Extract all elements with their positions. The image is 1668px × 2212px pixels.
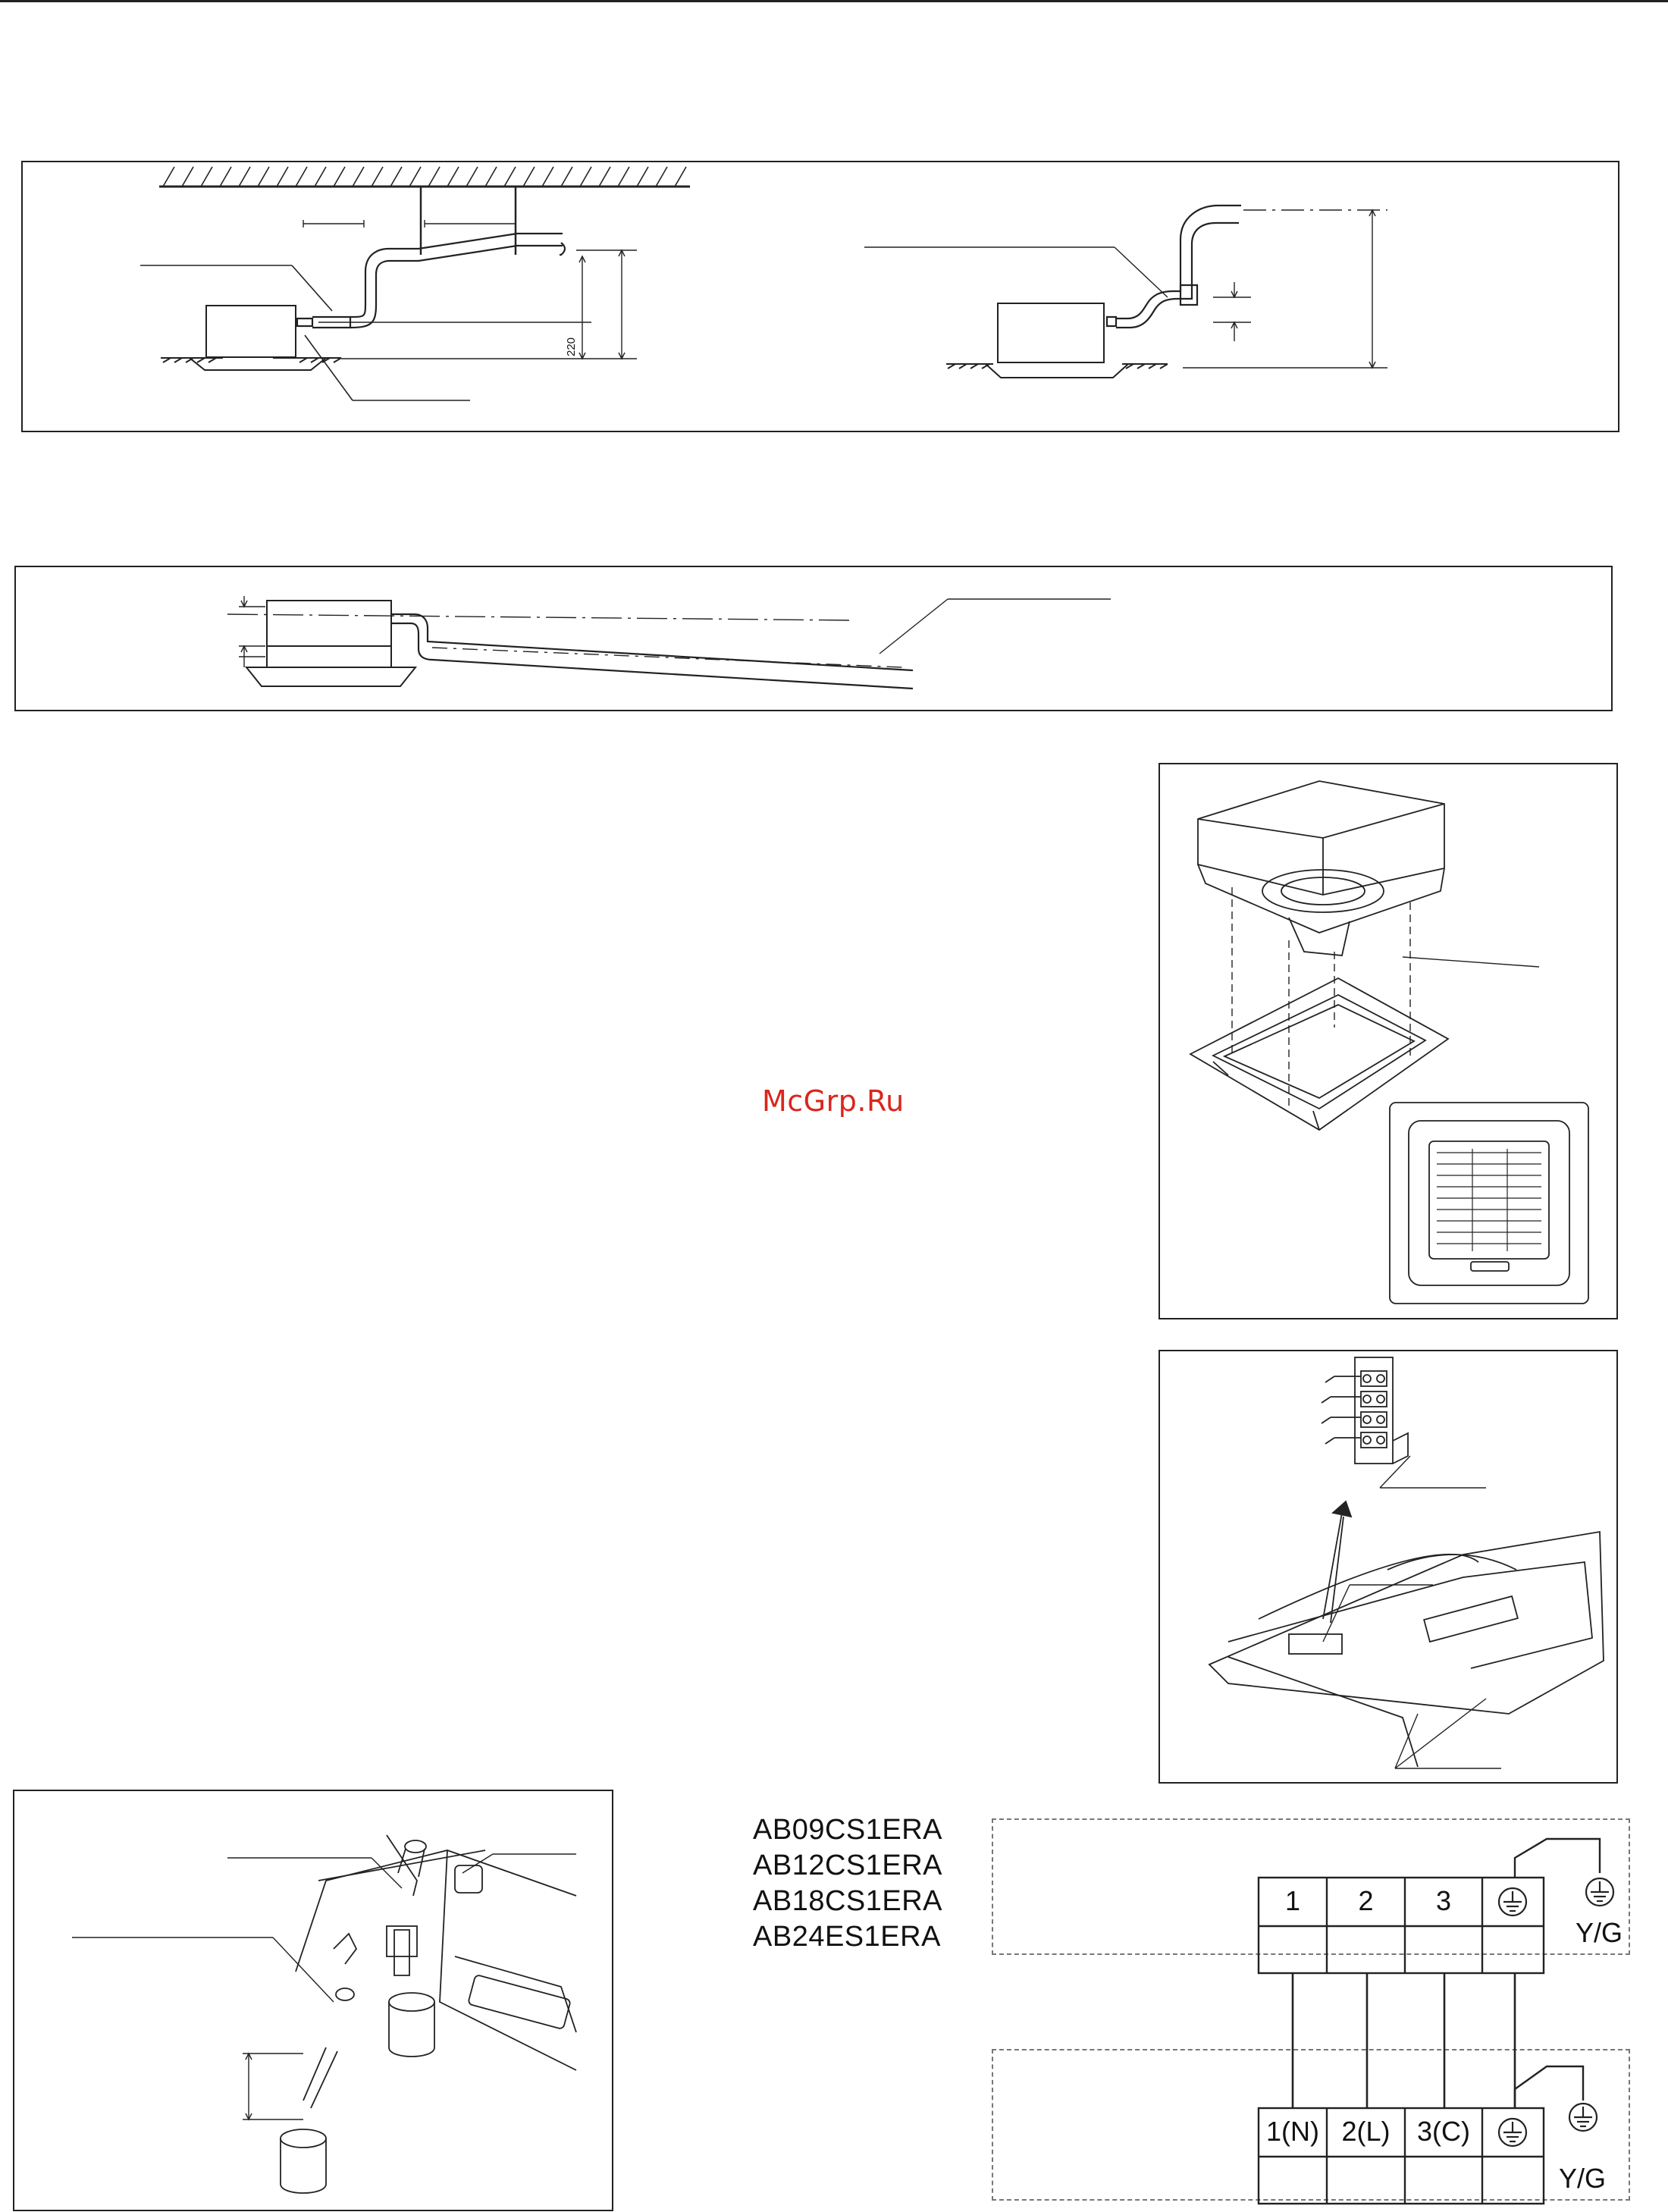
- dimension-220-label: 220: [565, 337, 578, 356]
- model-ab24: AB24ES1ERA: [753, 1921, 941, 1953]
- indoor-terminal-2: 2: [1358, 1885, 1374, 1916]
- outdoor-terminal-1n: 1(N): [1266, 2116, 1319, 2147]
- outdoor-ground-label: Y/G: [1559, 2163, 1607, 2194]
- indoor-terminal-3: 3: [1435, 1885, 1452, 1916]
- model-ab09: AB09CS1ERA: [753, 1814, 943, 1846]
- model-ab12: AB12CS1ERA: [753, 1850, 943, 1881]
- outdoor-terminal-2l: 2(L): [1341, 2116, 1391, 2147]
- watermark-text: McGrp.Ru: [762, 1084, 905, 1118]
- model-ab18: AB18CS1ERA: [753, 1885, 943, 1917]
- indoor-ground-label: Y/G: [1576, 1917, 1623, 1948]
- indoor-terminal-1: 1: [1284, 1885, 1301, 1916]
- outdoor-terminal-3c: 3(C): [1417, 2116, 1470, 2147]
